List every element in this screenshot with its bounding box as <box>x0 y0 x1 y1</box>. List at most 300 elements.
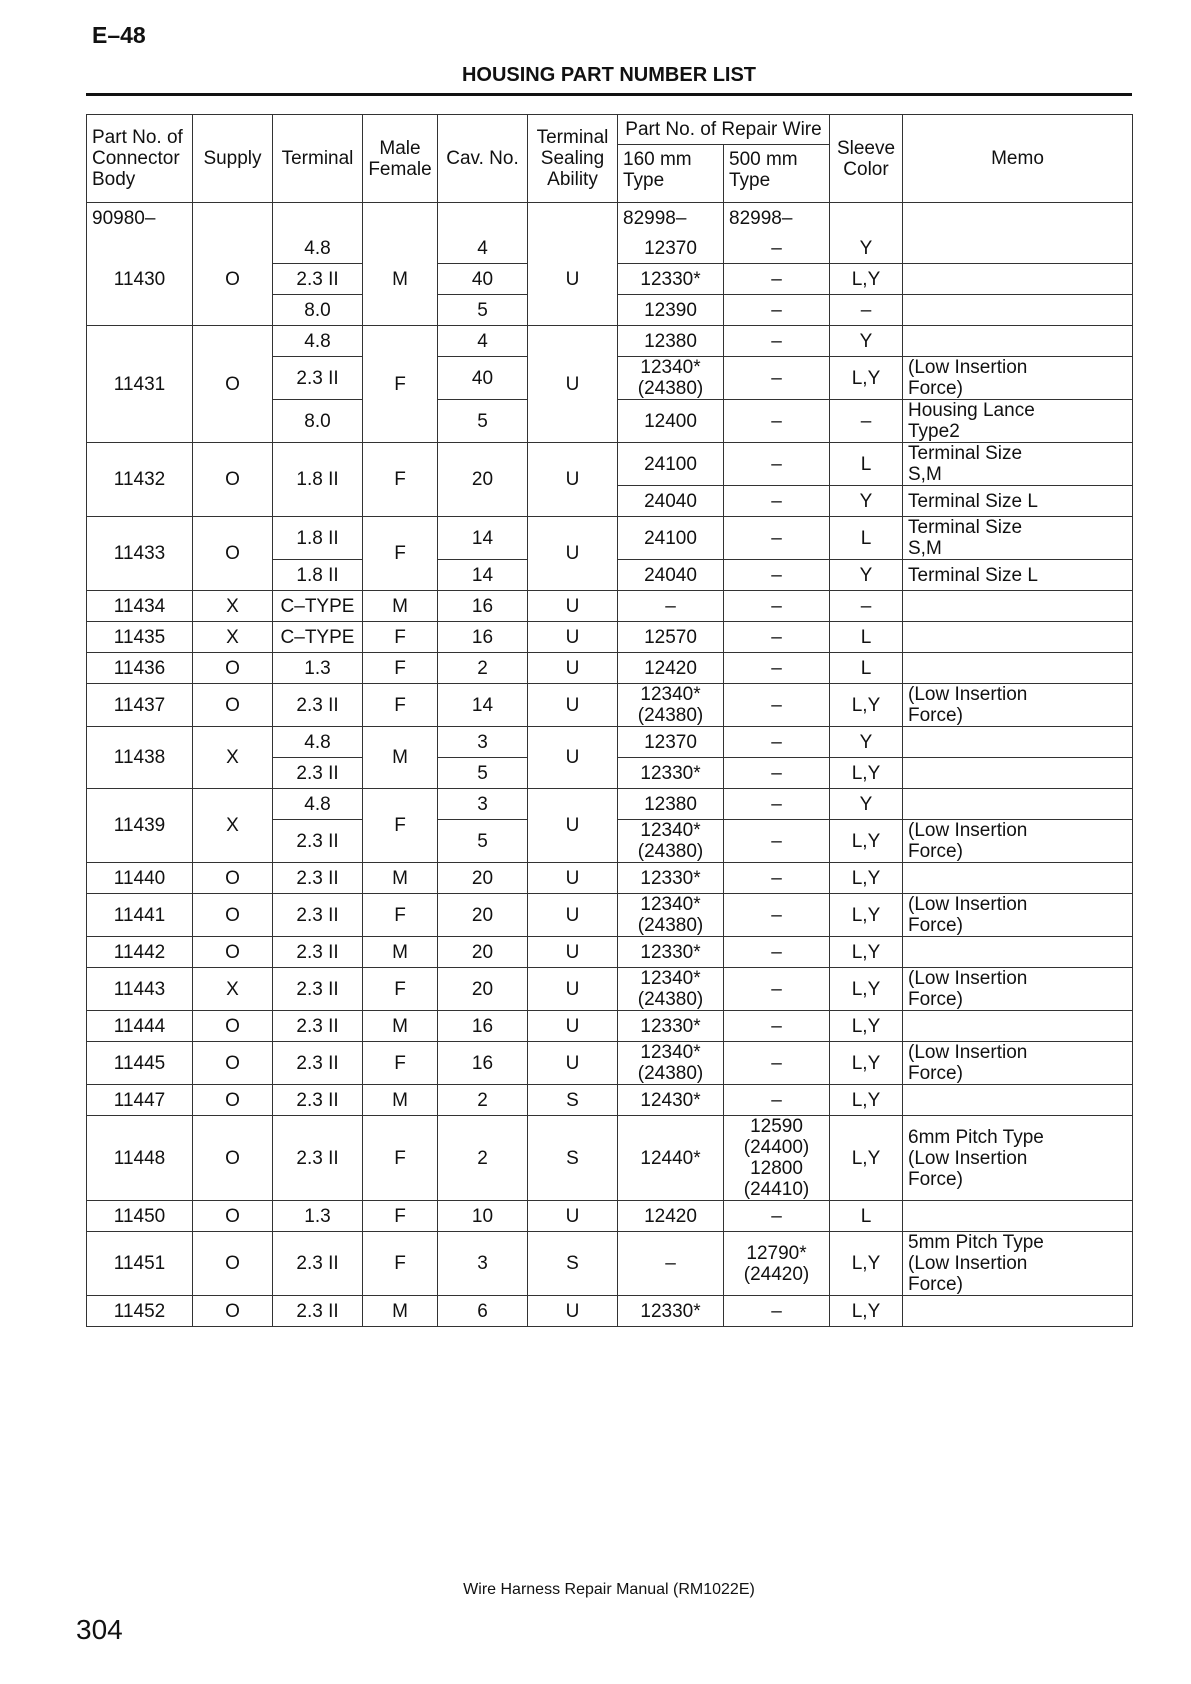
cell-160mm: 24100 <box>618 443 724 486</box>
cell-160mm: 12370 <box>618 233 724 264</box>
cell-sleeve: L,Y <box>830 264 903 295</box>
prefix-row <box>87 203 1133 234</box>
cell-500mm: – <box>724 863 830 894</box>
cell-cav-no: 14 <box>438 517 528 560</box>
cell-500mm: 12590 (24400) 12800 (24410) <box>724 1116 830 1201</box>
cell-sealing: U <box>528 1296 618 1327</box>
cell-terminal: 2.3 II <box>273 820 363 863</box>
cell-male-female: F <box>363 443 438 517</box>
cell-memo <box>903 1085 1133 1116</box>
title-rule <box>86 93 1132 96</box>
cell-sealing: U <box>528 1201 618 1232</box>
cell-part-no: 11452 <box>87 1296 193 1327</box>
cell-sleeve: L,Y <box>830 1085 903 1116</box>
cell-memo <box>903 233 1133 264</box>
cell-memo: Terminal Size S,M <box>903 517 1133 560</box>
cell-terminal: 2.3 II <box>273 1085 363 1116</box>
cell-part-no: 11448 <box>87 1116 193 1201</box>
cell-memo: (Low Insertion Force) <box>903 894 1133 937</box>
page-id: E–48 <box>92 22 146 48</box>
cell-500mm: 12790* (24420) <box>724 1232 830 1296</box>
cell-500mm: – <box>724 233 830 264</box>
cell-terminal: 2.3 II <box>273 1011 363 1042</box>
cell-memo: Housing Lance Type2 <box>903 400 1133 443</box>
cell-terminal: 2.3 II <box>273 684 363 727</box>
cell-supply: O <box>193 1042 273 1085</box>
cell-memo <box>903 326 1133 357</box>
cell-sealing: U <box>528 517 618 591</box>
cell-part-no: 11436 <box>87 653 193 684</box>
cell-sealing: U <box>528 684 618 727</box>
cell-sleeve: L,Y <box>830 937 903 968</box>
cell-memo: 6mm Pitch Type (Low Insertion Force) <box>903 1116 1133 1201</box>
cell-terminal: 1.3 <box>273 1201 363 1232</box>
cell-160mm: 12340* (24380) <box>618 968 724 1011</box>
cell-cav-no: 40 <box>438 357 528 400</box>
cell-sealing: U <box>528 894 618 937</box>
cell-sleeve: – <box>830 591 903 622</box>
cell-500mm: – <box>724 1011 830 1042</box>
cell-terminal: C–TYPE <box>273 622 363 653</box>
cell-memo <box>903 653 1133 684</box>
cell-cav-no: 2 <box>438 1116 528 1201</box>
cell-terminal: 1.8 II <box>273 517 363 560</box>
cell-sleeve: L <box>830 443 903 486</box>
cell-terminal: 4.8 <box>273 727 363 758</box>
cell-part-no: 11439 <box>87 789 193 863</box>
table-row <box>87 326 1133 357</box>
cell-sleeve: L,Y <box>830 863 903 894</box>
cell-cav-no: 4 <box>438 326 528 357</box>
cell-terminal: 2.3 II <box>273 264 363 295</box>
cell-sleeve: L,Y <box>830 684 903 727</box>
cell-cav-no: 3 <box>438 789 528 820</box>
cell-cav-no: 16 <box>438 622 528 653</box>
cell-sleeve: L <box>830 517 903 560</box>
cell-500mm: – <box>724 443 830 486</box>
cell-cav-no: 16 <box>438 1042 528 1085</box>
cell-supply: X <box>193 591 273 622</box>
cell-500mm: – <box>724 653 830 684</box>
cell-160mm: 24040 <box>618 560 724 591</box>
cell-sleeve: L,Y <box>830 1232 903 1296</box>
cell-supply: O <box>193 863 273 894</box>
header-supply: Supply <box>193 115 273 203</box>
cell-male-female: F <box>363 1232 438 1296</box>
table-row <box>87 863 1133 894</box>
cell-sleeve: L,Y <box>830 758 903 789</box>
cell-part-no: 11450 <box>87 1201 193 1232</box>
cell-supply: O <box>193 1116 273 1201</box>
cell-terminal: 2.3 II <box>273 894 363 937</box>
cell-500mm: – <box>724 684 830 727</box>
prefix-cell <box>193 203 273 234</box>
cell-part-no: 11437 <box>87 684 193 727</box>
manual-footer: Wire Harness Repair Manual (RM1022E) <box>463 1581 755 1598</box>
cell-500mm: – <box>724 486 830 517</box>
cell-cav-no: 5 <box>438 758 528 789</box>
cell-160mm: 12330* <box>618 264 724 295</box>
cell-supply: O <box>193 1085 273 1116</box>
cell-male-female: F <box>363 653 438 684</box>
cell-500mm: – <box>724 517 830 560</box>
cell-sleeve: L,Y <box>830 894 903 937</box>
cell-supply: X <box>193 727 273 789</box>
table-row <box>87 727 1133 758</box>
cell-part-no: 11441 <box>87 894 193 937</box>
page-title: HOUSING PART NUMBER LIST <box>461 64 757 86</box>
cell-sealing: S <box>528 1085 618 1116</box>
cell-part-no: 11445 <box>87 1042 193 1085</box>
cell-part-no: 11440 <box>87 863 193 894</box>
cell-cav-no: 14 <box>438 684 528 727</box>
cell-terminal: 2.3 II <box>273 968 363 1011</box>
cell-terminal: 2.3 II <box>273 1296 363 1327</box>
cell-part-no: 11438 <box>87 727 193 789</box>
cell-160mm: 24100 <box>618 517 724 560</box>
table-row <box>87 1011 1133 1042</box>
cell-cav-no: 5 <box>438 295 528 326</box>
cell-memo: 5mm Pitch Type (Low Insertion Force) <box>903 1232 1133 1296</box>
cell-terminal: 2.3 II <box>273 1042 363 1085</box>
cell-cav-no: 40 <box>438 264 528 295</box>
cell-sleeve: Y <box>830 727 903 758</box>
cell-supply: O <box>193 1232 273 1296</box>
cell-male-female: M <box>363 233 438 326</box>
cell-cav-no: 20 <box>438 863 528 894</box>
cell-male-female: F <box>363 1201 438 1232</box>
cell-sleeve: L,Y <box>830 1116 903 1201</box>
cell-male-female: F <box>363 622 438 653</box>
header-memo: Memo <box>903 115 1133 203</box>
cell-500mm: – <box>724 1085 830 1116</box>
cell-terminal: 2.3 II <box>273 357 363 400</box>
prefix-part: 90980– <box>87 203 193 234</box>
cell-male-female: F <box>363 1042 438 1085</box>
cell-terminal: 1.3 <box>273 653 363 684</box>
cell-memo <box>903 1201 1133 1232</box>
cell-memo <box>903 1296 1133 1327</box>
cell-supply: O <box>193 1296 273 1327</box>
cell-500mm: – <box>724 295 830 326</box>
prefix-cell <box>438 203 528 234</box>
cell-cav-no: 5 <box>438 820 528 863</box>
cell-part-no: 11442 <box>87 937 193 968</box>
table-row <box>87 1116 1133 1201</box>
cell-male-female: F <box>363 517 438 591</box>
cell-cav-no: 4 <box>438 233 528 264</box>
cell-500mm: – <box>724 1042 830 1085</box>
cell-male-female: M <box>363 863 438 894</box>
cell-160mm: – <box>618 1232 724 1296</box>
cell-500mm: – <box>724 758 830 789</box>
table-header <box>87 115 1133 203</box>
cell-supply: O <box>193 653 273 684</box>
cell-500mm: – <box>724 326 830 357</box>
cell-500mm: – <box>724 591 830 622</box>
cell-terminal: 8.0 <box>273 400 363 443</box>
cell-supply: O <box>193 233 273 326</box>
cell-cav-no: 2 <box>438 1085 528 1116</box>
cell-160mm: 12330* <box>618 1296 724 1327</box>
cell-memo <box>903 727 1133 758</box>
cell-male-female: F <box>363 968 438 1011</box>
cell-memo <box>903 591 1133 622</box>
cell-sleeve: – <box>830 400 903 443</box>
cell-memo <box>903 937 1133 968</box>
cell-terminal: 4.8 <box>273 326 363 357</box>
cell-cav-no: 10 <box>438 1201 528 1232</box>
cell-500mm: – <box>724 560 830 591</box>
cell-sleeve: Y <box>830 789 903 820</box>
cell-cav-no: 3 <box>438 727 528 758</box>
cell-male-female: F <box>363 789 438 863</box>
cell-500mm: – <box>724 789 830 820</box>
cell-supply: O <box>193 1011 273 1042</box>
cell-500mm: – <box>724 727 830 758</box>
cell-male-female: F <box>363 326 438 443</box>
cell-sealing: U <box>528 789 618 863</box>
cell-sleeve: Y <box>830 560 903 591</box>
cell-supply: O <box>193 684 273 727</box>
cell-memo <box>903 264 1133 295</box>
cell-sleeve: Y <box>830 233 903 264</box>
cell-supply: O <box>193 326 273 443</box>
cell-160mm: – <box>618 591 724 622</box>
cell-500mm: – <box>724 894 830 937</box>
header-500mm: 500 mm Type <box>724 145 830 203</box>
cell-memo <box>903 295 1133 326</box>
cell-part-no: 11451 <box>87 1232 193 1296</box>
cell-male-female: F <box>363 684 438 727</box>
cell-sealing: U <box>528 937 618 968</box>
cell-terminal: 2.3 II <box>273 758 363 789</box>
table-row <box>87 789 1133 820</box>
cell-terminal: 1.8 II <box>273 443 363 517</box>
cell-160mm: 12340* (24380) <box>618 357 724 400</box>
cell-terminal: 2.3 II <box>273 863 363 894</box>
cell-memo <box>903 1011 1133 1042</box>
housing-part-table <box>86 114 1133 1327</box>
cell-cav-no: 20 <box>438 968 528 1011</box>
cell-500mm: – <box>724 264 830 295</box>
cell-sealing: U <box>528 591 618 622</box>
cell-sleeve: L,Y <box>830 357 903 400</box>
cell-sleeve: L <box>830 1201 903 1232</box>
header-sleeve-color: Sleeve Color <box>830 115 903 203</box>
cell-terminal: 4.8 <box>273 789 363 820</box>
cell-supply: X <box>193 622 273 653</box>
header-terminal: Terminal <box>273 115 363 203</box>
cell-160mm: 12420 <box>618 1201 724 1232</box>
cell-sleeve: Y <box>830 486 903 517</box>
cell-sealing: U <box>528 653 618 684</box>
cell-part-no: 11433 <box>87 517 193 591</box>
cell-cav-no: 20 <box>438 894 528 937</box>
cell-male-female: M <box>363 727 438 789</box>
cell-terminal: 2.3 II <box>273 1232 363 1296</box>
cell-supply: O <box>193 1201 273 1232</box>
cell-sealing: U <box>528 233 618 326</box>
page-number: 304 <box>76 1614 123 1645</box>
cell-sleeve: Y <box>830 326 903 357</box>
cell-160mm: 24040 <box>618 486 724 517</box>
cell-male-female: M <box>363 937 438 968</box>
cell-sealing: U <box>528 443 618 517</box>
cell-male-female: F <box>363 1116 438 1201</box>
cell-500mm: – <box>724 400 830 443</box>
table-row <box>87 653 1133 684</box>
cell-160mm: 12340* (24380) <box>618 1042 724 1085</box>
cell-part-no: 11434 <box>87 591 193 622</box>
cell-terminal: 1.8 II <box>273 560 363 591</box>
cell-supply: O <box>193 443 273 517</box>
cell-memo: Terminal Size L <box>903 560 1133 591</box>
cell-cav-no: 20 <box>438 443 528 517</box>
cell-160mm: 12440* <box>618 1116 724 1201</box>
header-160mm: 160 mm Type <box>618 145 724 203</box>
cell-160mm: 12390 <box>618 295 724 326</box>
cell-sealing: U <box>528 622 618 653</box>
table-row <box>87 1085 1133 1116</box>
cell-supply: X <box>193 789 273 863</box>
table-row <box>87 937 1133 968</box>
cell-sealing: U <box>528 727 618 789</box>
table-row <box>87 622 1133 653</box>
cell-500mm: – <box>724 357 830 400</box>
cell-160mm: 12420 <box>618 653 724 684</box>
cell-part-no: 11444 <box>87 1011 193 1042</box>
prefix-cell <box>363 203 438 234</box>
cell-cav-no: 16 <box>438 591 528 622</box>
header-cav-no: Cav. No. <box>438 115 528 203</box>
cell-sleeve: L,Y <box>830 968 903 1011</box>
cell-part-no: 11435 <box>87 622 193 653</box>
cell-memo <box>903 758 1133 789</box>
cell-160mm: 12380 <box>618 789 724 820</box>
cell-supply: O <box>193 937 273 968</box>
cell-500mm: – <box>724 622 830 653</box>
cell-cav-no: 6 <box>438 1296 528 1327</box>
cell-160mm: 12340* (24380) <box>618 820 724 863</box>
cell-sleeve: L,Y <box>830 1011 903 1042</box>
cell-160mm: 12330* <box>618 937 724 968</box>
cell-sealing: U <box>528 1042 618 1085</box>
cell-part-no: 11447 <box>87 1085 193 1116</box>
cell-memo <box>903 789 1133 820</box>
cell-160mm: 12370 <box>618 727 724 758</box>
cell-male-female: M <box>363 1085 438 1116</box>
cell-500mm: – <box>724 1296 830 1327</box>
cell-terminal: 2.3 II <box>273 937 363 968</box>
cell-male-female: M <box>363 1296 438 1327</box>
header-sealing: Terminal Sealing Ability <box>528 115 618 203</box>
cell-memo: (Low Insertion Force) <box>903 684 1133 727</box>
cell-supply: X <box>193 968 273 1011</box>
table-row <box>87 591 1133 622</box>
cell-part-no: 11431 <box>87 326 193 443</box>
table-row <box>87 1296 1133 1327</box>
table-row <box>87 1232 1133 1296</box>
table-row <box>87 1042 1133 1085</box>
cell-part-no: 11430 <box>87 233 193 326</box>
cell-supply: O <box>193 517 273 591</box>
cell-terminal: 4.8 <box>273 233 363 264</box>
cell-male-female: M <box>363 591 438 622</box>
cell-memo: (Low Insertion Force) <box>903 820 1133 863</box>
cell-cav-no: 16 <box>438 1011 528 1042</box>
cell-sleeve: L <box>830 653 903 684</box>
cell-memo: (Low Insertion Force) <box>903 1042 1133 1085</box>
prefix-160mm: 82998– <box>618 203 724 234</box>
table-row <box>87 684 1133 727</box>
cell-sleeve: L <box>830 622 903 653</box>
table-row <box>87 233 1133 264</box>
table-body <box>87 203 1133 1327</box>
table-row <box>87 517 1133 560</box>
prefix-cell <box>273 203 363 234</box>
cell-terminal: C–TYPE <box>273 591 363 622</box>
cell-sealing: S <box>528 1232 618 1296</box>
prefix-cell <box>903 203 1133 234</box>
cell-part-no: 11443 <box>87 968 193 1011</box>
cell-500mm: – <box>724 1201 830 1232</box>
cell-sealing: U <box>528 326 618 443</box>
cell-cav-no: 20 <box>438 937 528 968</box>
cell-sleeve: L,Y <box>830 1296 903 1327</box>
cell-sleeve: L,Y <box>830 1042 903 1085</box>
table-row <box>87 894 1133 937</box>
cell-sealing: U <box>528 968 618 1011</box>
cell-160mm: 12380 <box>618 326 724 357</box>
header-male-female: Male Female <box>363 115 438 203</box>
cell-sleeve: – <box>830 295 903 326</box>
cell-160mm: 12330* <box>618 758 724 789</box>
cell-160mm: 12340* (24380) <box>618 894 724 937</box>
cell-male-female: F <box>363 894 438 937</box>
cell-male-female: M <box>363 1011 438 1042</box>
prefix-cell <box>830 203 903 234</box>
header-repair-wire: Part No. of Repair Wire <box>618 115 830 145</box>
cell-memo: Terminal Size L <box>903 486 1133 517</box>
cell-500mm: – <box>724 937 830 968</box>
cell-memo: (Low Insertion Force) <box>903 357 1133 400</box>
table-row <box>87 968 1133 1011</box>
prefix-500mm: 82998– <box>724 203 830 234</box>
cell-cav-no: 2 <box>438 653 528 684</box>
cell-memo <box>903 863 1133 894</box>
cell-memo: Terminal Size S,M <box>903 443 1133 486</box>
cell-sealing: U <box>528 863 618 894</box>
cell-cav-no: 14 <box>438 560 528 591</box>
cell-160mm: 12330* <box>618 1011 724 1042</box>
cell-160mm: 12330* <box>618 863 724 894</box>
cell-cav-no: 3 <box>438 1232 528 1296</box>
cell-cav-no: 5 <box>438 400 528 443</box>
cell-terminal: 8.0 <box>273 295 363 326</box>
cell-sleeve: L,Y <box>830 820 903 863</box>
header-part-no: Part No. of Connector Body <box>87 115 193 203</box>
cell-160mm: 12340* (24380) <box>618 684 724 727</box>
cell-memo: (Low Insertion Force) <box>903 968 1133 1011</box>
cell-160mm: 12400 <box>618 400 724 443</box>
cell-160mm: 12570 <box>618 622 724 653</box>
cell-sealing: S <box>528 1116 618 1201</box>
cell-160mm: 12430* <box>618 1085 724 1116</box>
cell-500mm: – <box>724 820 830 863</box>
cell-500mm: – <box>724 968 830 1011</box>
prefix-cell <box>528 203 618 234</box>
